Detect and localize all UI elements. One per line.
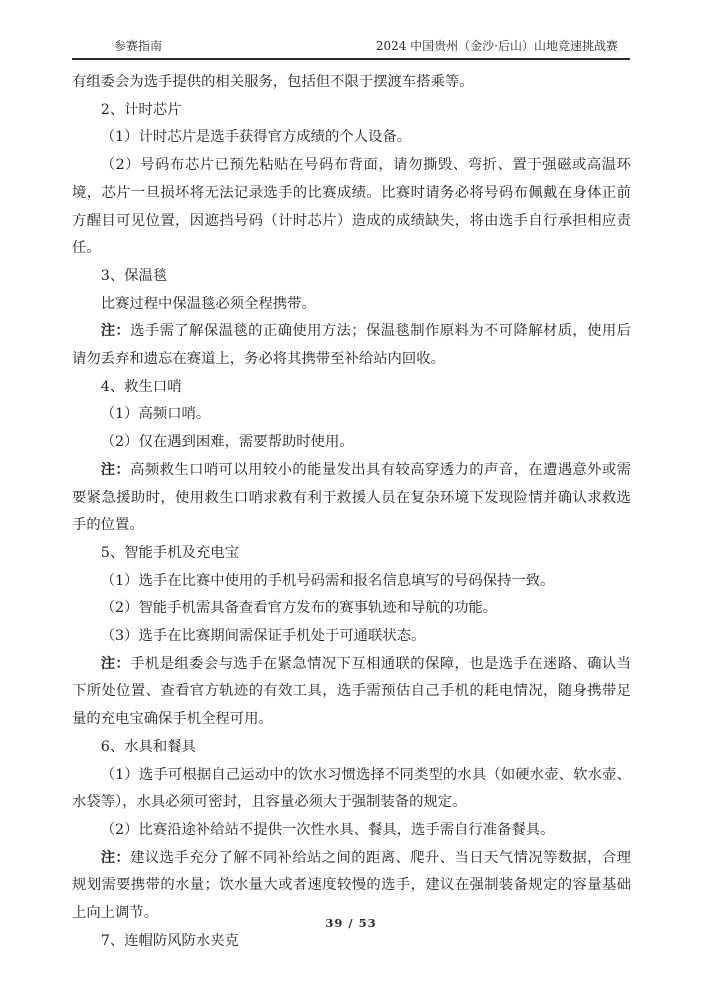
paragraph-text: 建议选手充分了解不同补给站之间的距离、爬升、当日天气情况等数据，合理规划需要携带的水量；饮水量大或者速度较慢的选手，建议在强制装备规定的容量基础上向上调节。 xyxy=(72,849,631,922)
paragraph xyxy=(72,429,631,457)
paragraph xyxy=(72,374,631,402)
paragraph xyxy=(72,540,631,568)
paragraph xyxy=(72,401,631,429)
paragraph xyxy=(72,817,631,845)
note-label: 注： xyxy=(100,655,131,672)
page-number: 39 / 53 xyxy=(325,916,377,930)
header-title-right: 2024 中国贵州（金沙·后山）山地竞速挑战赛 xyxy=(375,39,618,53)
paragraph-text: 有组委会为选手提供的相关服务，包括但不限于摆渡车搭乘等。 xyxy=(72,74,474,90)
paragraph xyxy=(72,457,631,540)
paragraph-text: （1）计时芯片是选手获得官方成绩的个人设备。 xyxy=(100,129,412,146)
paragraph-text: （3）选手在比赛期间需保证手机处于可通联状态。 xyxy=(100,628,426,645)
paragraph-text: （2）比赛沿途补给站不提供一次性水具、餐具，选手需自行准备餐具。 xyxy=(100,821,555,838)
header-title-left: 参赛指南 xyxy=(114,39,163,53)
paragraph-text: 6、水具和餐具 xyxy=(100,738,196,755)
paragraph-text: 7、连帽防风防水夹克 xyxy=(100,932,239,949)
paragraph-text: （1）选手可根据自己运动中的饮水习惯选择不同类型的水具（如硬水壶、软水壶、水袋等），水具必须可密封，且容量必须大于强制装备的规定。 xyxy=(72,766,631,811)
paragraph xyxy=(72,623,631,651)
paragraph-text: 5、智能手机及充电宝 xyxy=(100,544,239,561)
paragraph xyxy=(72,762,631,817)
note-label: 注： xyxy=(100,849,131,866)
paragraph xyxy=(72,263,631,291)
paragraph-text: （2）仅在遇到困难，需要帮助时使用。 xyxy=(100,434,354,451)
paragraph-text: （1）高频口哨。 xyxy=(100,406,211,423)
paragraph-text: 高频救生口哨可以用较小的能量发出具有较高穿透力的声音，在遭遇意外或需要紧急援助时，使用救生口哨求救有利于救援人员在复杂环境下发现险情并确认求救选手的位置。 xyxy=(72,461,631,534)
paragraph xyxy=(72,291,631,319)
page-footer xyxy=(0,916,702,930)
paragraph xyxy=(72,651,631,734)
paragraph xyxy=(72,734,631,762)
page-header xyxy=(72,39,630,60)
paragraph xyxy=(72,595,631,623)
paragraph xyxy=(72,97,631,125)
paragraph xyxy=(72,928,631,956)
paragraph xyxy=(72,124,631,152)
note-label: 注： xyxy=(100,323,131,340)
paragraph xyxy=(72,152,631,263)
paragraph-text: 3、保温毯 xyxy=(100,267,168,284)
document-body xyxy=(72,69,631,956)
paragraph-text: （2）号码布芯片已预先粘贴在号码布背面，请勿撕毁、弯折、置于强磁或高温环境，芯片一旦损坏将无法记录选手的比赛成绩。比赛时请务必将号码布佩戴在身体正前方醒目可见位置，因遮挡号码（计时芯片）造成的成绩缺失，将由选手自行承担相应责任。 xyxy=(72,157,631,257)
paragraph-text: 手机是组委会与选手在紧急情况下互相通联的保障，也是选手在迷路、确认当下所处位置、查看官方轨迹的有效工具，选手需预估自己手机的耗电情况，随身携带足量的充电宝确保手机全程可用。 xyxy=(72,655,631,728)
paragraph xyxy=(72,568,631,596)
paragraph-text: （2）智能手机需具备查看官方发布的赛事轨迹和导航的功能。 xyxy=(100,600,498,617)
paragraph xyxy=(72,69,631,97)
paragraph-text: （1）选手在比赛中使用的手机号码需和报名信息填写的号码保持一致。 xyxy=(100,572,555,589)
paragraph xyxy=(72,318,631,373)
paragraph-text: 选手需了解保温毯的正确使用方法；保温毯制作原料为不可降解材质，使用后请勿丢弃和遗忘在赛道上，务必将其携带至补给站内回收。 xyxy=(72,323,631,368)
paragraph-text: 比赛过程中保温毯必须全程携带。 xyxy=(100,295,316,312)
paragraph-text: 4、救生口哨 xyxy=(100,378,182,395)
paragraph-text: 2、计时芯片 xyxy=(100,101,182,118)
note-label: 注： xyxy=(100,461,131,478)
